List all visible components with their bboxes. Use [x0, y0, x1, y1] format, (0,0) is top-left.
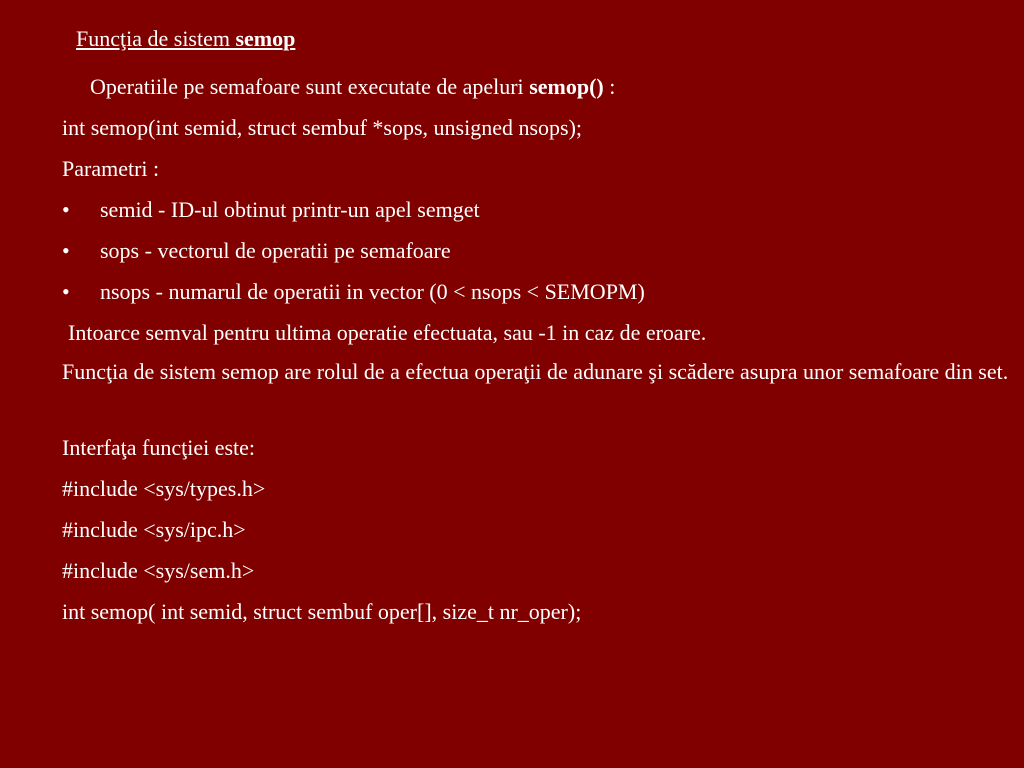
bullet-icon: • [62, 238, 70, 263]
params-label: Parametri : [62, 156, 160, 181]
include-types: #include <sys/types.h> [62, 476, 266, 501]
slide-title [76, 26, 295, 52]
interface-label: Interfaţa funcţiei este: [62, 435, 256, 460]
intro-prefix: Operatiile pe semafoare sunt executate de apeluri [90, 74, 530, 99]
bullet-icon: • [62, 279, 70, 304]
bullet-item-sops: sops - vectorul de operatii pe semafoare [100, 238, 451, 263]
bullet-icon: • [62, 197, 70, 222]
bullet-item-nsops: nsops - numarul de operatii in vector (0 < nsops < SEMOPM) [100, 279, 645, 304]
returns-line: Intoarce semval pentru ultima operatie efectuata, sau -1 in caz de eroare. [68, 320, 707, 345]
include-ipc: #include <sys/ipc.h> [62, 517, 246, 542]
description-paragraph: Funcţia de sistem semop are rolul de a efectua operaţii de adunare şi scădere asupra unor semafoare din set. [62, 359, 1009, 384]
prototype-line: int semop( int semid, struct sembuf oper[], size_t nr_oper); [62, 599, 582, 624]
slide-title-bold: semop [235, 26, 296, 51]
slide-title-prefix: Funcţia de sistem [76, 26, 236, 51]
include-sem: #include <sys/sem.h> [62, 558, 255, 583]
intro-suffix: : [603, 74, 616, 99]
bullet-item-semid: semid - ID-ul obtinut printr-un apel semget [100, 197, 480, 222]
intro-line [90, 74, 615, 100]
signature-line: int semop(int semid, struct sembuf *sops, unsigned nsops); [62, 115, 583, 140]
intro-bold: semop() [529, 74, 604, 99]
